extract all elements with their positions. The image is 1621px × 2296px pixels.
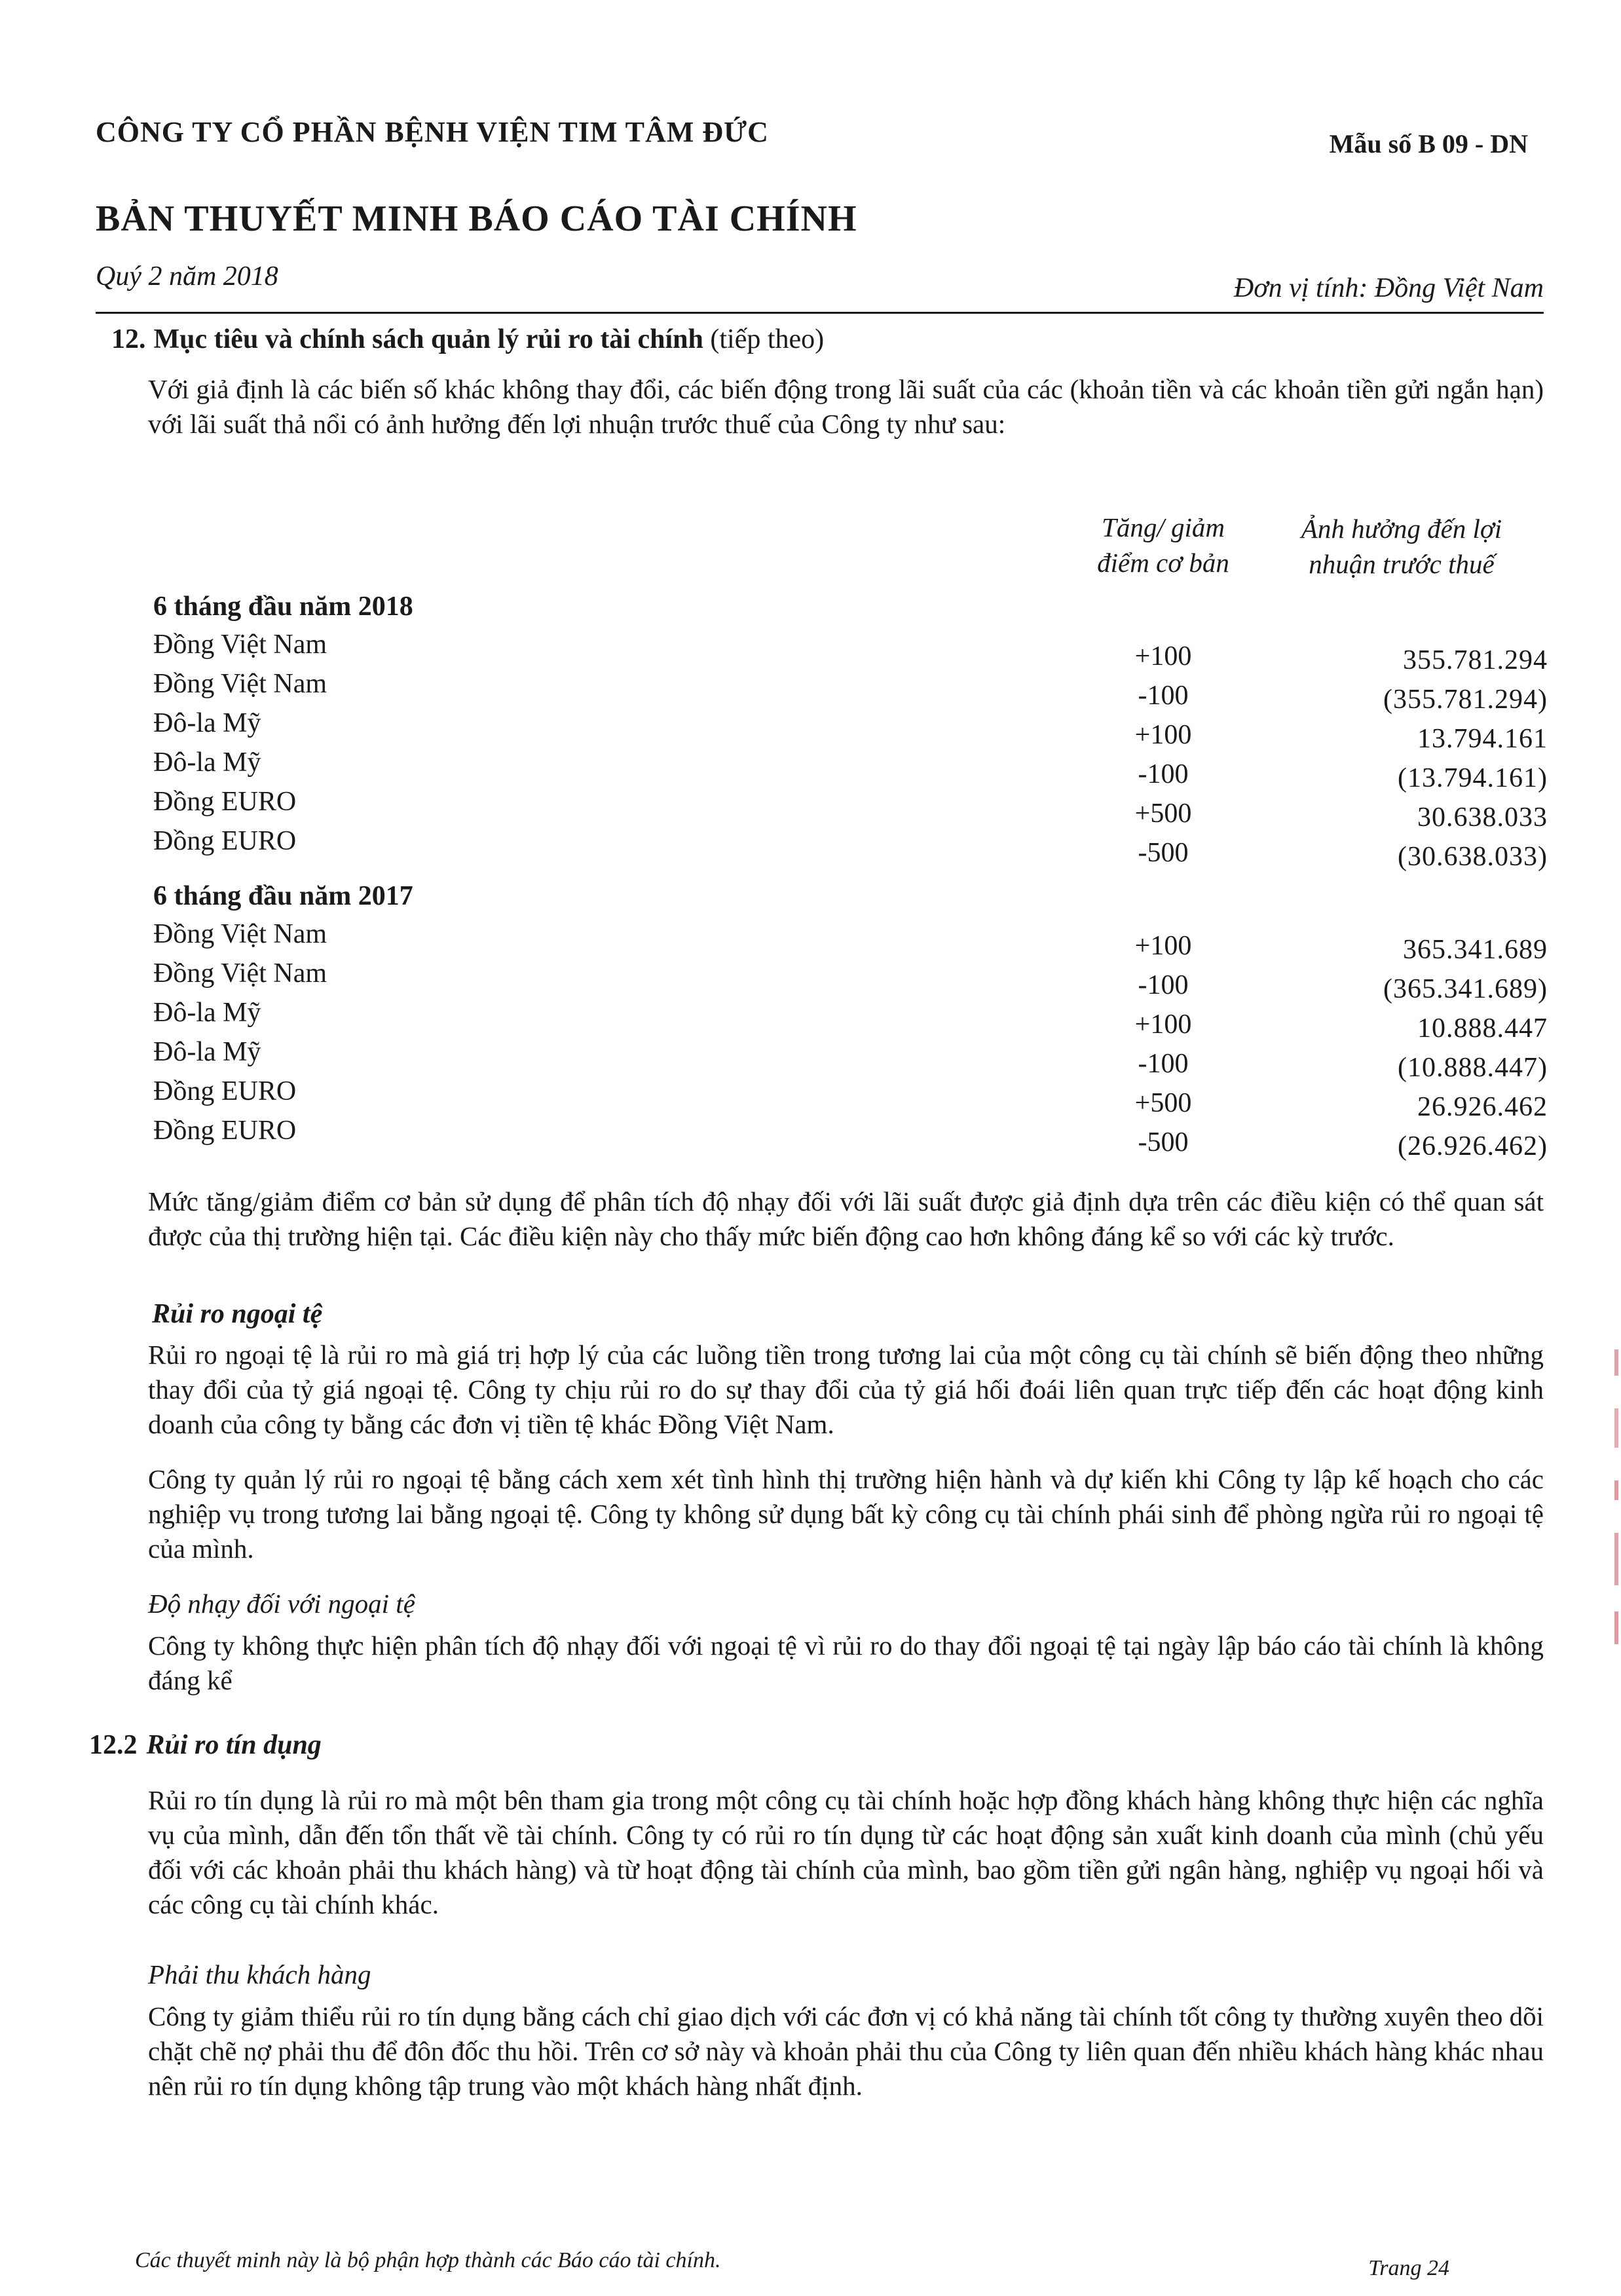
table-row-label: Đồng EURO [153,1116,297,1146]
table-row-value: 365.341.689 [1403,935,1548,965]
currency-unit: Đơn vị tính: Đồng Việt Nam [1233,273,1544,303]
receivables-paragraph: Công ty giảm thiểu rủi ro tín dụng bằng cách chỉ giao dịch với các đơn vị có khả năng tài chính tốt công ty thường xuyên theo dõi chặt chẽ nợ phải thu để đôn đốc thu hồi. Trên cơ sở này và khoản phải thu của Công ty liên quan đến nhiều khách hàng khác nhau nên rủi ro tín dụng không tập trung vào một khách hàng nhất định. [148,2001,1544,2101]
table-row-label: Đồng EURO [153,787,297,817]
table-row-label: Đô-la Mỹ [153,1037,261,1067]
fx-risk-heading: Rủi ro ngoại tệ [152,1299,323,1329]
basis-point-note-paragraph: Mức tăng/giảm điểm cơ bản sử dụng để phân tích độ nhạy đối với lãi suất được giả định dựa trên các điều kiện có thể quan sát được của thị trường hiện tại. Các điều kiện này cho thấy mức biến động cao hơn không đáng kể so với các kỳ trước. [148,1186,1544,1251]
column-header-line: nhuận trước thuế [1309,549,1495,579]
section-12-heading [111,324,824,355]
table-group-title: 6 tháng đầu năm 2018 [153,592,413,622]
footer-note: Các thuyết minh này là bộ phận hợp thành các Báo cáo tài chính. [135,2248,721,2272]
table-row-label: Đồng EURO [153,1076,297,1106]
table-row-value: (13.794.161) [1398,763,1548,793]
table-row-label: Đô-la Mỹ [153,708,261,738]
fx-sensitivity-heading: Độ nhạy đối với ngoại tệ [148,1589,415,1619]
table-row-value: 30.638.033 [1417,802,1548,833]
table-row-bp: -100 [1138,1049,1189,1079]
table-row-bp: +100 [1134,641,1192,671]
table-row-bp: -100 [1138,970,1189,1000]
section-title: Mục tiêu và chính sách quản lý rủi ro tài chính [153,324,703,354]
section-title: Rủi ro tín dụng [146,1730,322,1760]
page-number: Trang 24 [1368,2256,1449,2280]
table-row-bp: -100 [1138,759,1189,789]
table-row-label: Đồng Việt Nam [153,958,327,988]
table-row-label: Đồng Việt Nam [153,630,327,660]
table-row-bp: -500 [1138,838,1189,868]
form-code: Mẫu số B 09 - DN [1329,129,1528,159]
table-row-bp: -100 [1138,681,1189,711]
table-row-bp: -500 [1138,1127,1189,1157]
table-row-value: (355.781.294) [1383,685,1548,715]
table-row-label: Đô-la Mỹ [153,998,261,1028]
table-row-value: (30.638.033) [1398,842,1548,872]
table-row-bp: +100 [1134,931,1192,961]
table-row-label: Đô-la Mỹ [153,747,261,778]
table-row-value: 13.794.161 [1417,724,1548,754]
report-period: Quý 2 năm 2018 [96,261,278,292]
section-12-2-heading [89,1729,322,1761]
table-row-value: 10.888.447 [1417,1013,1548,1044]
table-row-bp: +500 [1134,799,1192,829]
column-header-line: Tăng/ giảm [1102,512,1225,542]
table-row-value: (10.888.447) [1398,1053,1548,1083]
section-number: 12. [111,324,146,354]
column-header-profit-effect [1264,511,1539,582]
table-row-bp: +100 [1134,1009,1192,1040]
section-number: 12.2 [89,1730,138,1760]
table-row-bp: +500 [1134,1088,1192,1118]
column-header-basis-points [1032,510,1294,580]
table-group-title: 6 tháng đầu năm 2017 [153,881,413,911]
document-title: BẢN THUYẾT MINH BÁO CÁO TÀI CHÍNH [96,198,857,239]
table-row-value: 26.926.462 [1417,1092,1548,1122]
table-row-value: 355.781.294 [1403,645,1548,675]
column-header-line: Ảnh hưởng đến lợi [1301,514,1502,544]
credit-risk-paragraph: Rủi ro tín dụng là rủi ro mà một bên tham gia trong một công cụ tài chính hoặc hợp đồng khách hàng không thực hiện các nghĩa vụ của mình, dẫn đến tổn thất về tài chính. Công ty có rủi ro tín dụng từ các hoạt động sản xuất kinh doanh của mình (chủ yếu đối với các khoản phải thu khách hàng) và từ hoạt động tài chính của mình, bao gồm tiền gửi ngân hàng, nghiệp vụ ngoại hối và các công cụ tài chính khác. [148,1785,1544,1919]
stamp-edge-mark [1612,1349,1621,1657]
table-row-label: Đồng EURO [153,826,297,856]
fx-risk-paragraph-2: Công ty quản lý rủi ro ngoại tệ bằng cách xem xét tình hình thị trường hiện hành và dự kiến khi Công ty lập kế hoạch cho các nghiệp vụ trong tương lai bằng ngoại tệ. Công ty không sử dụng bất kỳ công cụ tài chính phái sinh để phòng ngừa rủi ro ngoại tệ của mình. [148,1464,1544,1564]
interest-intro-paragraph: Với giả định là các biến số khác không thay đổi, các biến động trong lãi suất của các (khoản tiền và các khoản tiền gửi ngắn hạn) với lãi suất thả nổi có ảnh hưởng đến lợi nhuận trước thuế của Công ty như sau: [148,374,1544,439]
receivables-heading: Phải thu khách hàng [148,1959,371,1989]
table-row-bp: +100 [1134,720,1192,750]
company-name: CÔNG TY CỔ PHẦN BỆNH VIỆN TIM TÂM ĐỨC [96,116,769,148]
header-divider [96,312,1544,314]
fx-risk-paragraph-1: Rủi ro ngoại tệ là rủi ro mà giá trị hợp lý của các luồng tiền trong tương lai của một công cụ tài chính sẽ biến động theo những thay đổi của tỷ giá ngoại tệ. Công ty chịu rủi ro do sự thay đổi của tỷ giá hối đoái liên quan trực tiếp đến các hoạt động kinh doanh của công ty bằng các đơn vị tiền tệ khác Đồng Việt Nam. [148,1340,1544,1439]
column-header-line: điểm cơ bản [1097,548,1229,578]
table-row-value: (365.341.689) [1383,974,1548,1004]
table-row-label: Đồng Việt Nam [153,919,327,949]
section-suffix: (tiếp theo) [710,324,825,354]
table-row-label: Đồng Việt Nam [153,669,327,699]
fx-sensitivity-paragraph: Công ty không thực hiện phân tích độ nhạy đối với ngoại tệ vì rủi ro do thay đổi ngoại tệ tại ngày lập báo cáo tài chính là không đáng kể [148,1630,1544,1695]
table-row-value: (26.926.462) [1398,1131,1548,1161]
